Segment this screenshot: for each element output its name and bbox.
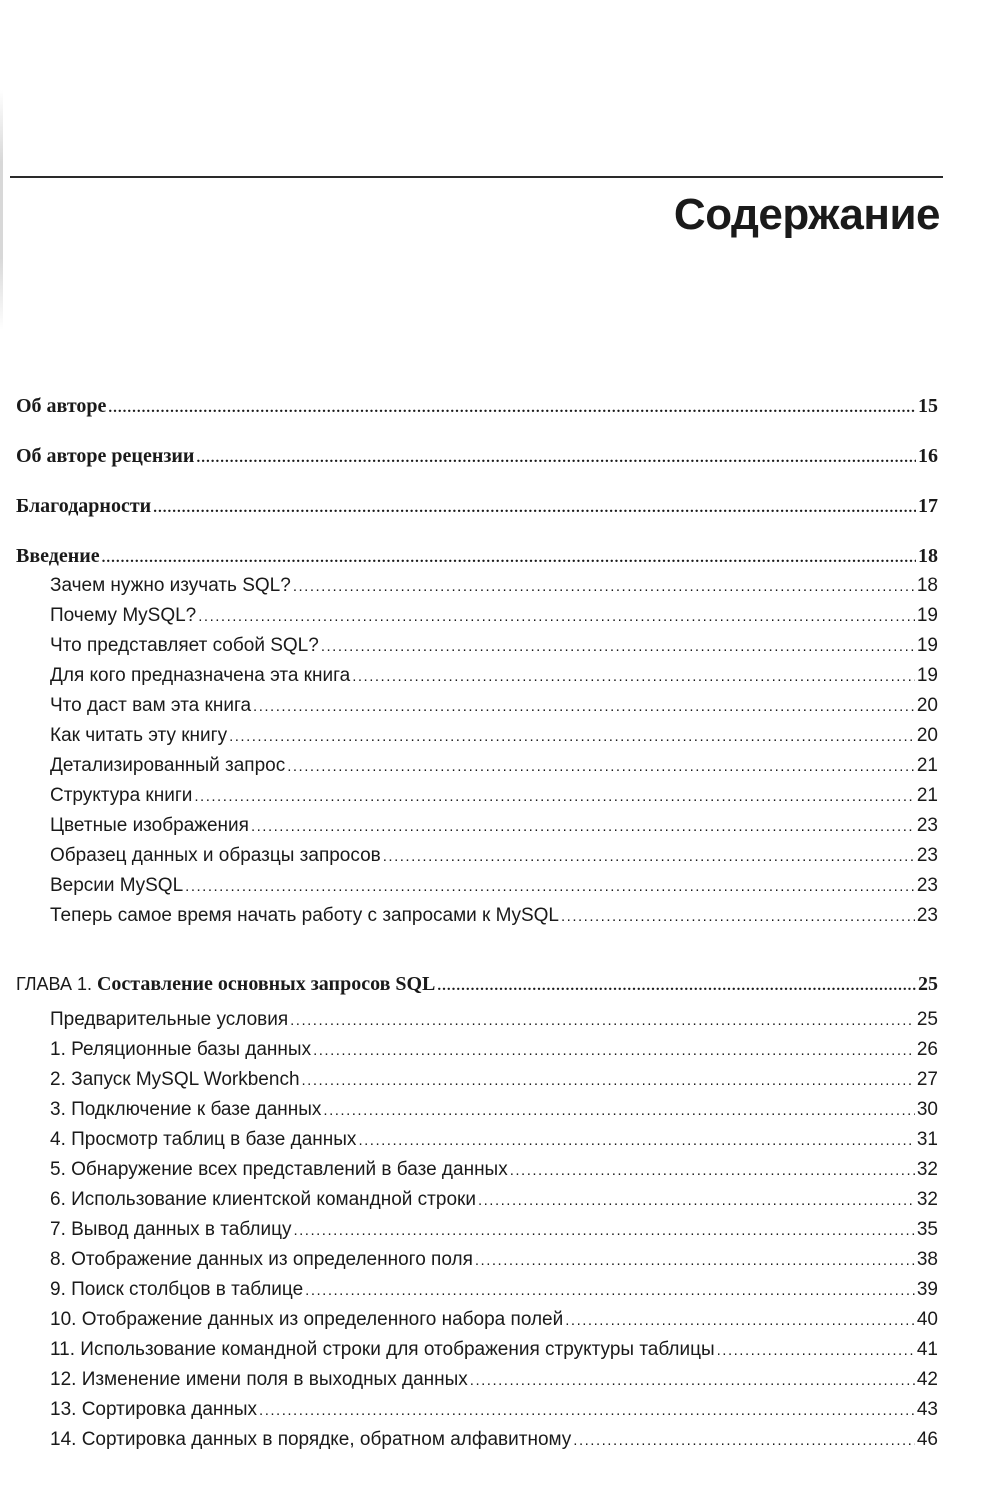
leader-dots	[290, 1012, 915, 1029]
toc-subentry-page: 27	[916, 1069, 938, 1090]
leader-dots	[259, 1402, 915, 1419]
toc-subentry-label: Как читать эту книгу	[50, 725, 228, 746]
toc-entry-about-reviewer[interactable]	[16, 445, 938, 475]
toc-subentry-page: 20	[916, 695, 938, 716]
leader-dots	[194, 788, 914, 805]
leader-dots	[573, 1432, 915, 1449]
toc-subentry-page: 42	[916, 1369, 938, 1390]
toc-subentry-label: Предварительные условия	[50, 1009, 289, 1030]
toc-subentry[interactable]	[16, 635, 938, 665]
leader-dots	[470, 1372, 915, 1389]
table-of-contents	[16, 395, 938, 1459]
toc-subentry-page: 23	[916, 815, 938, 836]
leader-dots	[229, 728, 915, 745]
toc-subentry[interactable]	[16, 815, 938, 845]
toc-subentry[interactable]	[16, 1069, 938, 1099]
toc-subentry-page: 38	[916, 1249, 938, 1270]
toc-subentry-label: 2. Запуск MySQL Workbench	[50, 1069, 300, 1090]
toc-subentry[interactable]	[16, 875, 938, 905]
toc-entry-page: 16	[918, 445, 938, 467]
leader-dots	[198, 608, 915, 625]
toc-subentry-page: 43	[916, 1399, 938, 1420]
toc-subentry-label: Теперь самое время начать работу с запросами к MySQL	[50, 905, 559, 926]
page-edge-shadow	[0, 90, 3, 330]
toc-entry-label: Об авторе рецензии	[16, 445, 195, 467]
leader-dots	[108, 400, 916, 417]
leader-dots	[437, 978, 916, 995]
leader-dots	[510, 1162, 915, 1179]
toc-entry-label	[16, 973, 435, 996]
toc-subentry-page: 21	[916, 755, 938, 776]
leader-dots	[293, 1222, 914, 1239]
toc-subentry-label: 6. Использование клиентской командной строки	[50, 1189, 476, 1210]
toc-subentry[interactable]	[16, 1159, 938, 1189]
toc-subentry[interactable]	[16, 1339, 938, 1369]
toc-subentry-label: 12. Изменение имени поля в выходных данных	[50, 1369, 468, 1390]
leader-dots	[302, 1072, 915, 1089]
toc-subentry[interactable]	[16, 605, 938, 635]
toc-subentry-page: 30	[916, 1099, 938, 1120]
page-title: Содержание	[673, 190, 940, 239]
toc-subentry[interactable]	[16, 1429, 938, 1459]
toc-subentry-label: Что представляет собой SQL?	[50, 635, 319, 656]
toc-subentry-label: 13. Сортировка данных	[50, 1399, 258, 1420]
toc-entry-label: Благодарности	[16, 495, 152, 517]
toc-entry-page: 15	[918, 395, 938, 417]
toc-subentry[interactable]	[16, 755, 938, 785]
chapter-prefix: ГЛАВА 1.	[16, 974, 92, 994]
leader-dots	[102, 550, 916, 567]
toc-subentry-label: 10. Отображение данных из определенного набора полей	[50, 1309, 564, 1330]
toc-entry-acknowledgements[interactable]	[16, 495, 938, 525]
leader-dots	[717, 1342, 915, 1359]
toc-subentry[interactable]	[16, 1249, 938, 1279]
toc-entry-about-author[interactable]	[16, 395, 938, 425]
toc-entry-page: 17	[918, 495, 938, 517]
leader-dots	[253, 698, 915, 715]
toc-subentry[interactable]	[16, 725, 938, 755]
toc-subentry-label: Структура книги	[50, 785, 193, 806]
toc-subentry[interactable]	[16, 785, 938, 815]
toc-subentry-page: 19	[916, 635, 938, 656]
toc-subentry-label: 14. Сортировка данных в порядке, обратном алфавитному	[50, 1429, 572, 1450]
toc-entry-chapter-1[interactable]	[16, 973, 938, 1003]
toc-subentry-label: Для кого предназначена эта книга	[50, 665, 351, 686]
toc-entry-page: 18	[918, 545, 938, 567]
leader-dots	[475, 1252, 915, 1269]
header-rule	[10, 176, 943, 178]
leader-dots	[323, 1102, 914, 1119]
leader-dots	[321, 638, 915, 655]
leader-dots	[293, 578, 915, 595]
toc-subentry-page: 23	[916, 875, 938, 896]
toc-entry-label: Введение	[16, 545, 100, 567]
toc-subentry[interactable]	[16, 1099, 938, 1129]
leader-dots	[565, 1312, 915, 1329]
toc-subentry-label: 5. Обнаружение всех представлений в базе данных	[50, 1159, 508, 1180]
leader-dots	[313, 1042, 915, 1059]
toc-subentry[interactable]	[16, 1309, 938, 1339]
leader-dots	[153, 500, 916, 517]
toc-subentry-label: 3. Подключение к базе данных	[50, 1099, 322, 1120]
toc-subentry[interactable]	[16, 1219, 938, 1249]
toc-subentry-page: 41	[916, 1339, 938, 1360]
toc-subentry[interactable]	[16, 845, 938, 875]
toc-subentry[interactable]	[16, 575, 938, 605]
toc-subentry-label: Версии MySQL	[50, 875, 184, 896]
toc-subentry[interactable]	[16, 1189, 938, 1219]
toc-subentry-page: 18	[916, 575, 938, 596]
toc-subentry-page: 25	[916, 1009, 938, 1030]
toc-subentry-label: Детализированный запрос	[50, 755, 286, 776]
toc-subentry-page: 32	[916, 1189, 938, 1210]
toc-subentry-page: 40	[916, 1309, 938, 1330]
toc-subentry-page: 46	[916, 1429, 938, 1450]
toc-subentry[interactable]	[16, 665, 938, 695]
toc-subentry-label: 4. Просмотр таблиц в базе данных	[50, 1129, 357, 1150]
leader-dots	[196, 450, 916, 467]
toc-subentry[interactable]	[16, 1279, 938, 1309]
toc-subentry-label: Почему MySQL?	[50, 605, 197, 626]
toc-entry-label: Об авторе	[16, 395, 107, 417]
toc-subentry[interactable]	[16, 695, 938, 725]
leader-dots	[352, 668, 915, 685]
leader-dots	[185, 878, 915, 895]
chapter-title: Составление основных запросов SQL	[96, 973, 436, 995]
toc-subentry-label: 7. Вывод данных в таблицу	[50, 1219, 292, 1240]
toc-subentry-label: 8. Отображение данных из определенного поля	[50, 1249, 473, 1270]
toc-subentry[interactable]	[16, 1129, 938, 1159]
toc-subentry[interactable]	[16, 1369, 938, 1399]
toc-subentry-page: 39	[916, 1279, 938, 1300]
leader-dots	[561, 908, 915, 925]
toc-subentry-page: 23	[916, 845, 938, 866]
toc-subentry[interactable]	[16, 1009, 938, 1039]
leader-dots	[305, 1282, 915, 1299]
leader-dots	[383, 848, 915, 865]
leader-dots	[478, 1192, 915, 1209]
toc-subentry-label: 9. Поиск столбцов в таблице	[50, 1279, 304, 1300]
leader-dots	[251, 818, 915, 835]
toc-subentry[interactable]	[16, 1039, 938, 1069]
toc-subentry-page: 19	[916, 665, 938, 686]
toc-subentry-label: Зачем нужно изучать SQL?	[50, 575, 291, 596]
leader-dots	[287, 758, 915, 775]
toc-subentry[interactable]	[16, 905, 938, 935]
toc-subentry-page: 26	[916, 1039, 938, 1060]
toc-subentry-label: 1. Реляционные базы данных	[50, 1039, 312, 1060]
leader-dots	[358, 1132, 914, 1149]
toc-subentry-page: 35	[916, 1219, 938, 1240]
toc-subentry-page: 19	[916, 605, 938, 626]
toc-subentry[interactable]	[16, 1399, 938, 1429]
toc-subentry-label: Образец данных и образцы запросов	[50, 845, 381, 866]
toc-subentry-label: Что даст вам эта книга	[50, 695, 252, 716]
toc-entry-introduction[interactable]	[16, 545, 938, 575]
toc-subentry-page: 32	[916, 1159, 938, 1180]
toc-subentry-page: 23	[916, 905, 938, 926]
toc-entry-page: 25	[918, 973, 938, 995]
toc-subentry-label: 11. Использование командной строки для отображения структуры таблицы	[50, 1339, 715, 1360]
toc-subentry-page: 21	[916, 785, 938, 806]
toc-subentry-page: 31	[916, 1129, 938, 1150]
toc-subentry-label: Цветные изображения	[50, 815, 249, 836]
toc-subentry-page: 20	[916, 725, 938, 746]
